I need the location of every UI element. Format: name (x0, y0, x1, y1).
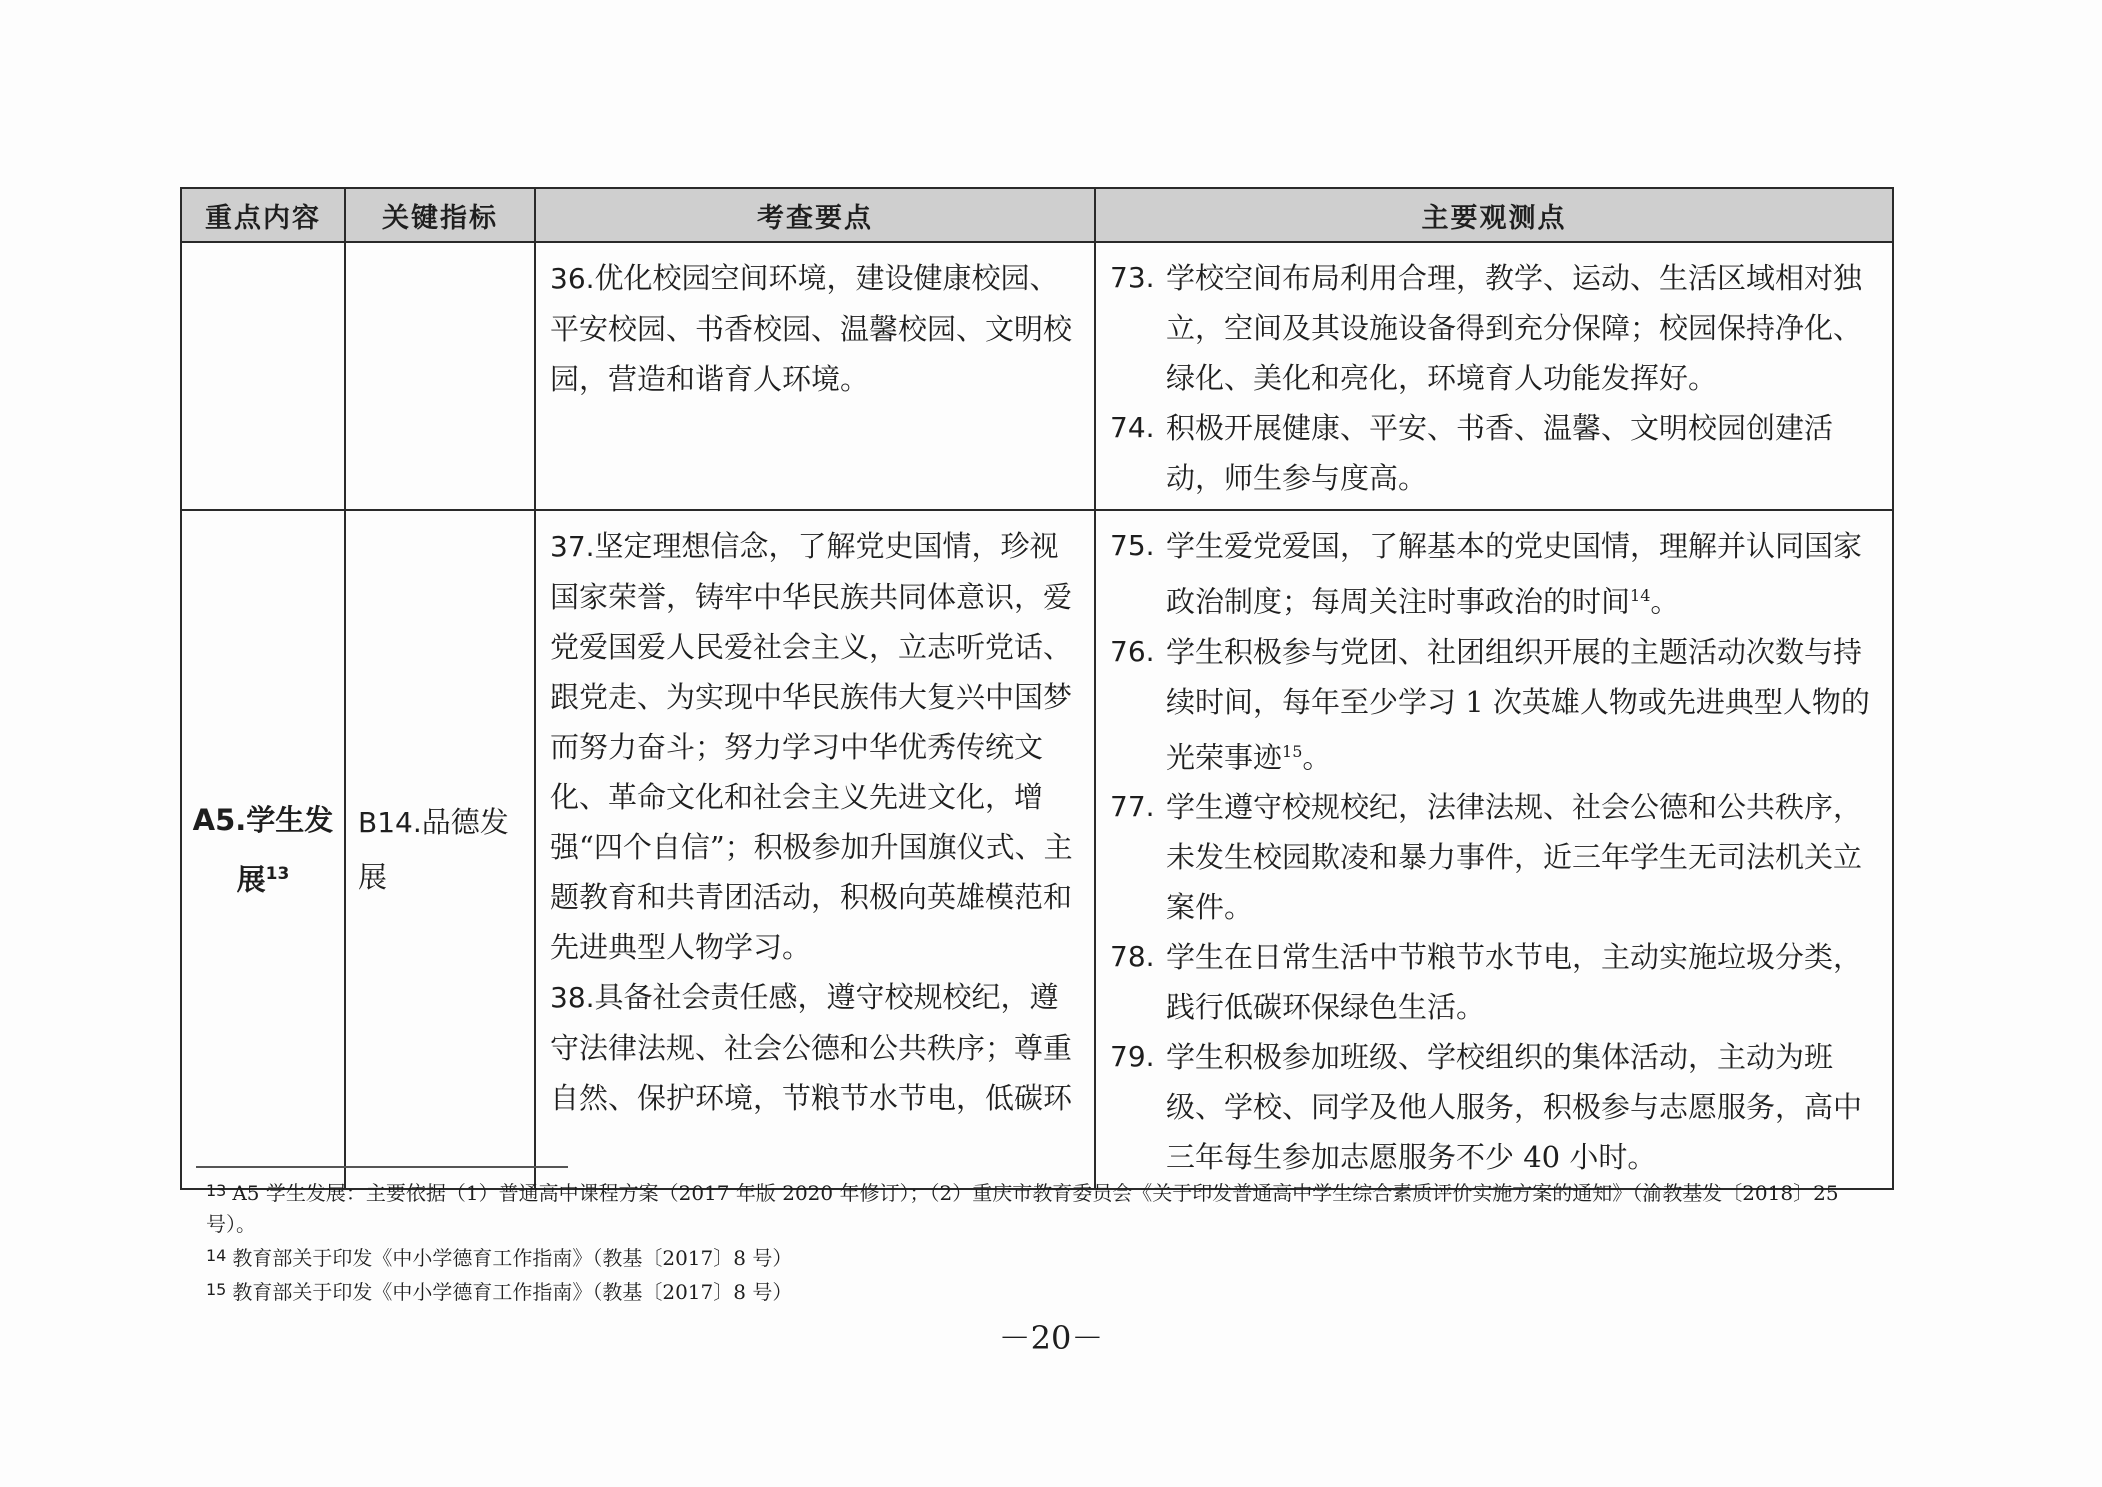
observation-text-end: 。 (1302, 740, 1332, 775)
key-point-37 (550, 521, 1080, 972)
observation-number: 75. (1110, 529, 1155, 562)
evaluation-table (180, 187, 1894, 1190)
footnote-ref-13: 13 (265, 863, 290, 884)
footnote-14 (206, 1240, 1886, 1274)
indicator-cell-empty (345, 242, 535, 510)
observation-number: 74. (1110, 411, 1155, 444)
key-point-text: 坚定理想信念，了解党史国情，珍视国家荣誉，铸牢中华民族共同体意识，爱党爱国爱人民爱社会主义，立志听党话、跟党走、为实现中华民族伟大复兴中国梦而努力奋斗；努力学习中华优秀传统文化、革命文化和社会主义先进文化，增强“四个自信”；积极参加升国旗仪式、主题教育和共青团活动，积极向英雄模范和先进典型人物学习。 (550, 529, 1073, 964)
observation-77 (1110, 782, 1878, 932)
table-row (181, 242, 1893, 510)
footnote-ref-14: 14 (1630, 586, 1651, 605)
observation-number: 77. (1110, 790, 1155, 824)
footnote-divider (196, 1166, 568, 1168)
footnote-13 (206, 1175, 1886, 1240)
content-cell-empty (181, 242, 345, 510)
observation-76 (1110, 627, 1878, 783)
footnote-ref-15: 15 (1282, 741, 1303, 761)
footnote-15 (206, 1274, 1886, 1308)
observation-73 (1110, 253, 1878, 403)
observation-text-end: 。 (1650, 584, 1680, 619)
key-point-36 (550, 253, 1080, 404)
header-key-indicator: 关键指标 (345, 188, 535, 242)
footnote-text: 教育部关于印发《中小学德育工作指南》（教基〔2017〕8 号） (232, 1246, 793, 1270)
key-point-38 (550, 972, 1080, 1123)
observation-text: 学生积极参与党团、社团组织开展的主题活动次数与持续时间，每年至少学习 1 次英雄人物或先进典型人物的光荣事迹 (1166, 634, 1870, 775)
observation-79 (1110, 1032, 1878, 1182)
observation-text: 学生爱党爱国，了解基本的党史国情，理解并认同国家政治制度；每周关注时事政治的时间 (1166, 529, 1863, 619)
observation-number: 78. (1110, 940, 1155, 974)
key-point-text: 优化校园空间环境，建设健康校园、平安校园、书香校园、温馨校园、文明校园，营造和谐育人环境。 (550, 261, 1073, 396)
observations-cell (1095, 242, 1893, 510)
observation-text: 学生在日常生活中节粮节水节电，主动实施垃圾分类，践行低碳环保绿色生活。 (1166, 940, 1863, 1025)
observation-number: 73. (1110, 261, 1155, 294)
key-point-number: 36. (550, 262, 595, 295)
observation-number: 76. (1110, 634, 1155, 668)
indicator-label (346, 795, 534, 904)
footnotes (206, 1175, 1886, 1308)
observation-text: 学生积极参加班级、学校组织的集体活动，主动为班级、学校、同学及他人服务，积极参与志愿服务，高中三年每生参加志愿服务不少 40 小时。 (1166, 1040, 1863, 1175)
header-observations: 主要观测点 (1095, 188, 1893, 242)
content-label (182, 793, 344, 907)
header-key-content: 重点内容 (181, 188, 345, 242)
observation-text: 学校空间布局利用合理，教学、运动、生活区域相对独立，空间及其设施设备得到充分保障；校园保持净化、绿化、美化和亮化，环境育人功能发挥好。 (1166, 261, 1863, 395)
key-points-cell (535, 242, 1095, 510)
footnote-number: 13 (206, 1181, 227, 1200)
footnote-text: A5 学生发展：主要依据（1）普通高中课程方案（2017 年版 2020 年修订）；（2）重庆市教育委员会《关于印发普通高中学生综合素质评价实施方案的通知》（渝教基发〔2018〕25 号）。 (206, 1181, 1839, 1236)
content-cell (181, 510, 345, 1189)
observation-number: 79. (1110, 1040, 1155, 1074)
observation-74 (1110, 403, 1878, 503)
footnote-number: 15 (206, 1280, 227, 1299)
header-key-points: 考查要点 (535, 188, 1095, 242)
observation-78 (1110, 932, 1878, 1032)
observation-text: 积极开展健康、平安、书香、温馨、文明校园创建活动，师生参与度高。 (1166, 411, 1834, 495)
indicator-number: B14. (358, 806, 422, 840)
footnote-text: 教育部关于印发《中小学德育工作指南》（教基〔2017〕8 号） (232, 1280, 793, 1304)
key-point-number: 38. (550, 981, 595, 1014)
footnote-number: 14 (206, 1246, 227, 1265)
observation-text: 学生遵守校规校纪，法律法规、社会公德和公共秩序，未发生校园欺凌和暴力事件，近三年学生无司法机关立案件。 (1166, 790, 1863, 925)
key-point-number: 37. (550, 530, 595, 563)
key-points-cell (535, 510, 1095, 1189)
content-label-text: A5.学生发展 (192, 802, 334, 897)
observations-cell (1095, 510, 1893, 1189)
table-row (181, 510, 1893, 1189)
indicator-text: 品德发展 (358, 805, 509, 895)
observation-75 (1110, 521, 1878, 627)
key-point-text: 具备社会责任感，遵守校规校纪，遵守法律法规、社会公德和公共秩序；尊重自然、保护环境，节粮节水节电，低碳环 (550, 980, 1073, 1115)
indicator-cell (345, 510, 535, 1189)
page-number: －20－ (998, 1319, 1104, 1357)
table-header-row (181, 188, 1893, 242)
